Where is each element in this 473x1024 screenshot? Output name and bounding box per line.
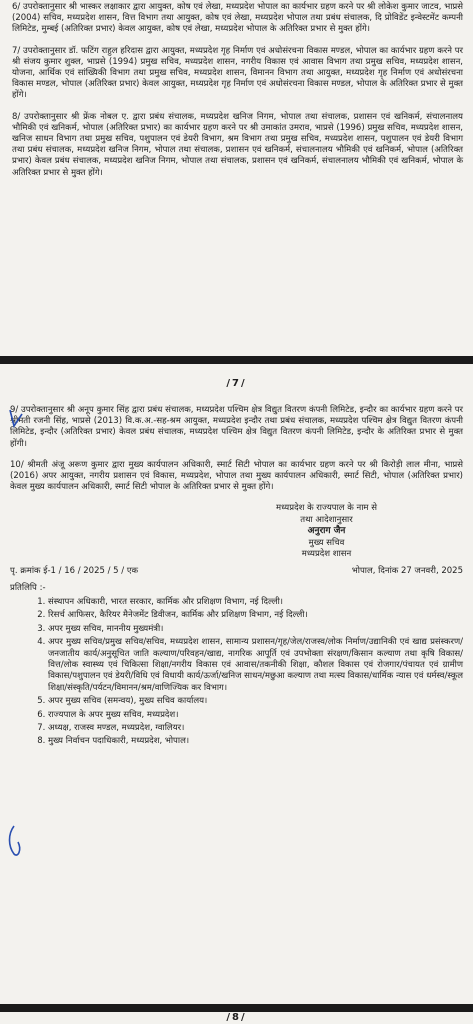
copy-to-heading: प्रतिलिपि :- bbox=[10, 582, 46, 593]
signature-block bbox=[190, 503, 463, 561]
page-number: /7/ bbox=[226, 378, 247, 389]
signature-line-2: तथा आदेशानुसार bbox=[300, 514, 353, 525]
paragraph-9: 9/ उपरोक्तानुसार श्री अनूप कुमार सिंह द्वारा प्रबंध संचालक, मध्यप्रदेश पश्चिम क्षेत्र विद्युत वितरण कंपनी लिमिटेड, इन्दौर का कार्यभार ग्रहण करने पर श्रीमती रजनी सिंह, भाप्रसे (2013) वि.क.अ.-सह-श्रम आयुक्त, मध्यप्रदेश इन्दौर तथा प्रबंध संचालक, मध्यप्रदेश पश्चिम क्षेत्र विद्युत वितरण कंपनी लिमिटेड, इन्दौर (अतिरिक्त प्रभार) केवल प्रबंध संचालक, मध्यप्रदेश पश्चिम क्षेत्र विद्युत वितरण कंपनी लिमिटेड, इन्दौर के अतिरिक्त प्रभार से मुक्त होंगी। bbox=[10, 405, 463, 449]
paragraph-10: 10/ श्रीमती अंजू अरूण कुमार द्वारा मुख्य कार्यपालन अधिकारी, स्मार्ट सिटी भोपाल का कार्यभार ग्रहण करने पर श्री किरोड़ी लाल मीना, भाप्रसे (2016) अपर आयुक्त, नगरीय प्रशासन एवं विकास, मध्यप्रदेश, भोपाल तथा मुख्य कार्यपालन अधिकारी, स्मार्ट सिटी, भोपाल (अतिरिक्त प्रभार) केवल मुख्य कार्यपालन अधिकारी, स्मार्ट सिटी भोपाल के अतिरिक्त प्रभार से मुक्त होंगे। bbox=[10, 459, 463, 493]
list-item: 7. अध्यक्ष, राजस्व मण्डल, मध्यप्रदेश, ग्वालियर। bbox=[48, 723, 463, 734]
list-item: 4. अपर मुख्य सचिव/प्रमुख सचिव/सचिव, मध्यप्रदेश शासन, सामान्य प्रशासन/गृह/जेल/राजस्व/लोक निर्माण/उद्यानिकी एवं खाद्य प्रसंस्करण/जनजातीय कार्य/अनुसूचित जाति कल्याण/परिवहन/खाद्य, नागरिक आपूर्ति एवं उपभोक्ता संरक्षण/किसान कल्याण तथा कृषि विकास/वित्त/लोक स्वास्थ्य एवं चिकित्सा शिक्षा/नगरीय विकास एवं आवास/तकनीकी शिक्षा, कौशल विकास एवं रोजगार/पंचायत एवं ग्रामीण विकास/पशुपालन एवं डेयरी/विधि एवं विधायी कार्य/ऊर्जा/खनिज साधन/मछुआ कल्याण तथा मत्स्य विकास/धार्मिक न्यास एवं धर्मस्व/स्कूल शिक्षा/संस्कृति/पर्यटन/विमानन/श्रम/वाणिज्यिक कर विभाग। bbox=[48, 637, 463, 694]
order-meta-row bbox=[10, 565, 463, 576]
order-number: पृ. क्रमांक ई-1 / 16 / 2025 / 5 / एक bbox=[10, 565, 139, 576]
signatory-designation: मुख्य सचिव bbox=[308, 537, 345, 548]
signatory-name: अनुराग जैन bbox=[307, 526, 346, 537]
handwritten-pen-mark-icon bbox=[4, 824, 26, 864]
paragraph-6: 6/ उपरोक्तानुसार श्री भास्कर लक्षाकार द्वारा आयुक्त, कोष एवं लेखा, मध्यप्रदेश भोपाल का कार्यभार ग्रहण करने पर श्री लोकेश कुमार जाटव, भाप्रसे (2004) सचिव, मध्यप्रदेश शासन, वित्त विभाग तथा आयुक्त, कोष एवं लेखा, मध्यप्रदेश भोपाल तथा प्रबंध संचालक, दि प्रोविडेंट इन्वेस्टमेंट कम्पनी लिमिटेड, मुम्बई (अतिरिक्त प्रभार) केवल आयुक्त, कोष एवं लेखा, मध्यप्रदेश भोपाल के अतिरिक्त प्रभार से मुक्त होंगे। bbox=[12, 2, 463, 35]
list-item: 1. संस्थापन अधिकारी, भारत सरकार, कार्मिक और प्रशिक्षण विभाग, नई दिल्ली। bbox=[48, 597, 463, 608]
list-item: 3. अपर मुख्य सचिव, माननीय मुख्यमंत्री। bbox=[48, 624, 463, 635]
signatory-office: मध्यप्रदेश शासन bbox=[301, 549, 352, 560]
paragraph-8: 8/ उपरोक्तानुसार श्री फ्रेंक नोबल ए. द्वारा प्रबंध संचालक, मध्यप्रदेश खनिज निगम, भोपाल तथा संचालक, प्रशासन एवं खनिकर्म, संचालनालय भौमिकी एवं खनिकर्म, भोपाल (अतिरिक्त प्रभार) का कार्यभार ग्रहण करने पर श्री उमाकांत उमराव, भाप्रसे (1996) प्रमुख सचिव, मध्यप्रदेश शासन, खनिज साधन विभाग तथा प्रमुख सचिव, पशुपालन एवं डेयरी विभाग, श्रम विभाग तथा प्रमुख सचिव, मध्यप्रदेश शासन, पशुपालन एवं डेयरी विभाग तथा प्रबंध संचालक, मध्यप्रदेश खनिज निगम, भोपाल तथा संचालक, प्रशासन एवं खनिकर्म, संचालनालय भौमिकी एवं खनिकर्म, भोपाल (अतिरिक्त प्रभार) केवल प्रबंध संचालक, मध्यप्रदेश खनिज निगम, भोपाल तथा संचालक, प्रशासन एवं खनिकर्म, संचालनालय भौमिकी एवं खनिकर्म, भोपाल के अतिरिक्त प्रभार से मुक्त होंगे। bbox=[12, 111, 463, 178]
list-item: 5. अपर मुख्य सचिव (समन्वय), मुख्य सचिव कार्यालय। bbox=[48, 696, 463, 707]
list-item: 8. मुख्य निर्वाचन पदाधिकारी, मध्यप्रदेश, भोपाल। bbox=[48, 736, 463, 747]
handwritten-check-mark-icon bbox=[6, 406, 26, 436]
paragraph-7: 7/ उपरोक्तानुसार डॉ. फटिंग राहुल हरिदास द्वारा आयुक्त, मध्यप्रदेश गृह निर्माण एवं अधोसंरचना विकास मण्डल, भोपाल का कार्यभार ग्रहण करने पर श्री संजय कुमार शुक्ल, भाप्रसे (1994) प्रमुख सचिव, मध्यप्रदेश शासन, नगरीय विकास एवं आवास विभाग तथा प्रमुख सचिव, मध्यप्रदेश शासन, योजना, आर्थिक एवं सांख्यिकी विभाग तथा प्रमुख सचिव, मध्यप्रदेश शासन, विमानन विभाग तथा आयुक्त, मध्यप्रदेश गृह निर्माण एवं अधोसंरचना विकास मण्डल, भोपाल (अतिरिक्त प्रभार) केवल आयुक्त, मध्यप्रदेश गृह निर्माण एवं अधोसंरचना विकास मण्डल, भोपाल के अतिरिक्त प्रभार से मुक्त होंगे। bbox=[12, 45, 463, 101]
page-number: /8/ bbox=[226, 1012, 247, 1023]
list-item: 2. रिसर्च आफिसर, कैरियर मैनेजमेंट डिवीजन, कार्मिक और प्रशिक्षण विभाग, नई दिल्ली। bbox=[48, 610, 463, 621]
list-item: 6. राज्यपाल के अपर मुख्य सचिव, मध्यप्रदेश। bbox=[48, 710, 463, 721]
copy-to-list bbox=[10, 597, 463, 748]
place-date: भोपाल, दिनांक 27 जनवरी, 2025 bbox=[351, 565, 463, 576]
document-page-6 bbox=[0, 0, 473, 356]
document-page-7 bbox=[0, 364, 473, 1004]
document-page-8 bbox=[0, 1012, 473, 1024]
signature-line-1: मध्यप्रदेश के राज्यपाल के नाम से bbox=[276, 503, 377, 514]
